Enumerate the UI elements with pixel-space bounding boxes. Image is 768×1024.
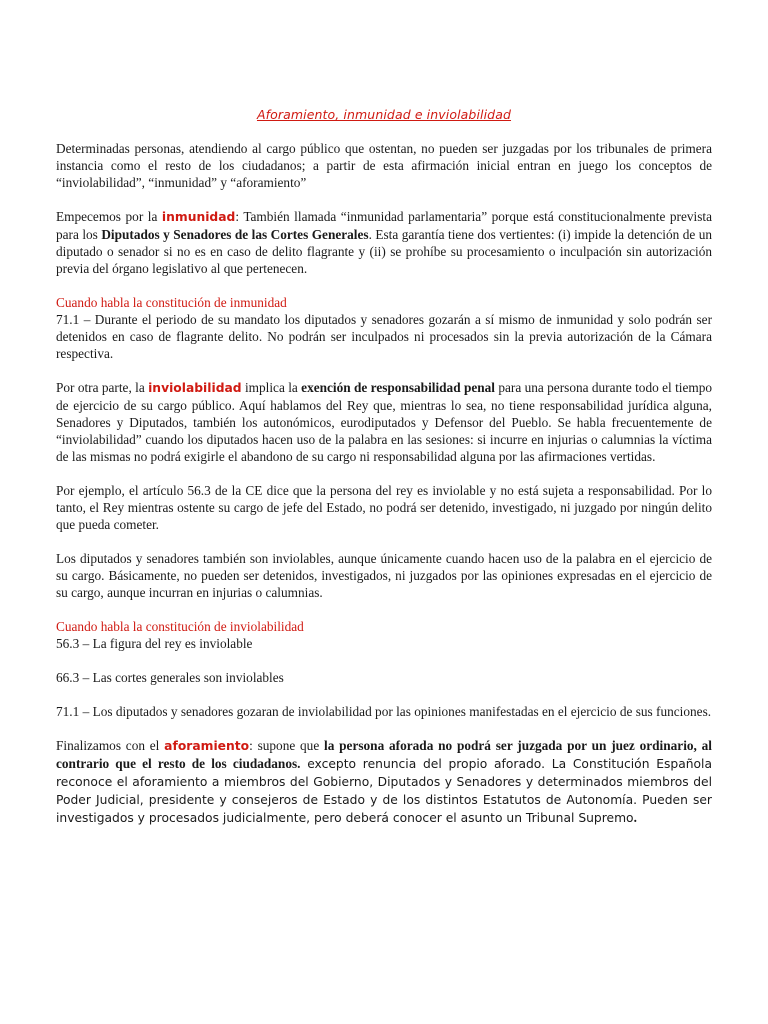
text-run: Por otra parte, la [56, 380, 149, 395]
term-aforamiento: aforamiento [164, 739, 250, 753]
text-run: implica la [241, 380, 302, 395]
article-66-3: 66.3 – Las cortes generales son inviolables [56, 670, 284, 685]
intro-paragraph: Determinadas personas, atendiendo al cargo público que ostentan, no pueden ser juzgadas por los tribunales de primera instancia como el resto de los ciudadanos; a partir de esta afirmación inicial entran en juego los conceptos de “inviolabilidad”, “inmunidad” y “aforamiento” [56, 141, 712, 190]
article-71-1-inmunidad: 71.1 – Durante el periodo de su mandato los diputados y senadores gozarán a sí mismo de inmunidad y solo podrán ser detenidos en caso de flagrante delito. No podrán ser inculpados ni procesados sin la previa autorización de la Cámara respectiva. [56, 312, 712, 361]
aforamiento-paragraph [56, 737, 712, 827]
bold-phrase: exención de responsabilidad penal [301, 380, 495, 395]
term-inmunidad: inmunidad [161, 210, 236, 224]
text-run: : supone que [249, 738, 325, 753]
bold-phrase: Diputados y Senadores de las Cortes Generales [101, 227, 369, 242]
term-inviolabilidad: inviolabilidad [148, 381, 242, 395]
text-run: : También llamada “inmunidad parlamentaria” porque está constitucionalmente prevista para los [56, 209, 712, 242]
text-run: Finalizamos con el [56, 738, 165, 753]
article-71-1-inviolabilidad: 71.1 – Los diputados y senadores gozaran de inviolabilidad por las opiniones manifestadas en el ejercicio de sus funciones. [56, 704, 712, 719]
text-run: para una persona durante todo el tiempo de ejercicio de su cargo público. Aquí hablamos del Rey que, mientras lo sea, no tiene responsabilidad jurídica alguna, Senadores y Diputados, también los autonómicos, eurodiputados y Defensor del Pueblo. Se habla frecuentemente de “inviolabilidad” cuando los diputados hacen uso de la palabra en las sesiones: si incurre en injurias o calumnias la víctima de las mismas no podrá exigirle el abandono de su cargo ni responsabilidad alguna por las afirmaciones vertidas. [56, 380, 712, 464]
inmunidad-paragraph [56, 208, 712, 277]
text-run: . Esta garantía tiene dos vertientes: (i) impide la detención de un diputado o senador si no es en caso de delito flagrante y (ii) se prohíbe su procesamiento o inculpación sin autorización previa del órgano legislativo al que pertenecen. [56, 227, 713, 276]
article-56-3: 56.3 – La figura del rey es inviolable [56, 636, 253, 651]
text-run: excepto renuncia del propio aforado. La Constitución Española reconoce el aforamiento a miembros del Gobierno, Diputados y Senadores y determinados miembros del Poder Judicial, presidente y consejeros de Estado y de los distintos Estatutos de Autonomía. Pueden ser investigados y procesados judicialmente, pero deberá conocer el asunto un Tribunal Supremo [56, 757, 712, 825]
bold-phrase: la persona aforada no podrá ser juzgada por un juez ordinario, al contrario que el resto de los ciudadanos. [56, 738, 712, 771]
diputados-paragraph: Los diputados y senadores también son inviolables, aunque únicamente cuando hacen uso de la palabra en el ejercicio de su cargo. Básicamente, no pueden ser detenidos, investigados, ni juzgados por las opiniones expresadas en el ejercicio de su cargo, aunque incurran en injurias o calumnias. [56, 551, 712, 600]
section-heading-inviolabilidad: Cuando habla la constitución de inviolabilidad [56, 619, 304, 634]
text-run: . [633, 810, 637, 825]
inviolabilidad-paragraph [56, 379, 712, 465]
text-run: Empecemos por la [56, 209, 162, 224]
example-paragraph: Por ejemplo, el artículo 56.3 de la CE dice que la persona del rey es inviolable y no está sujeta a responsabilidad. Por lo tanto, el Rey mientras ostente su cargo de jefe del Estado, no podrá ser detenido, investigado, ni juzgado por ningún delito que pueda cometer. [56, 483, 712, 532]
document-title: Aforamiento, inmunidad e inviolabilidad [256, 107, 512, 122]
section-heading-inmunidad: Cuando habla la constitución de inmunidad [56, 295, 287, 310]
